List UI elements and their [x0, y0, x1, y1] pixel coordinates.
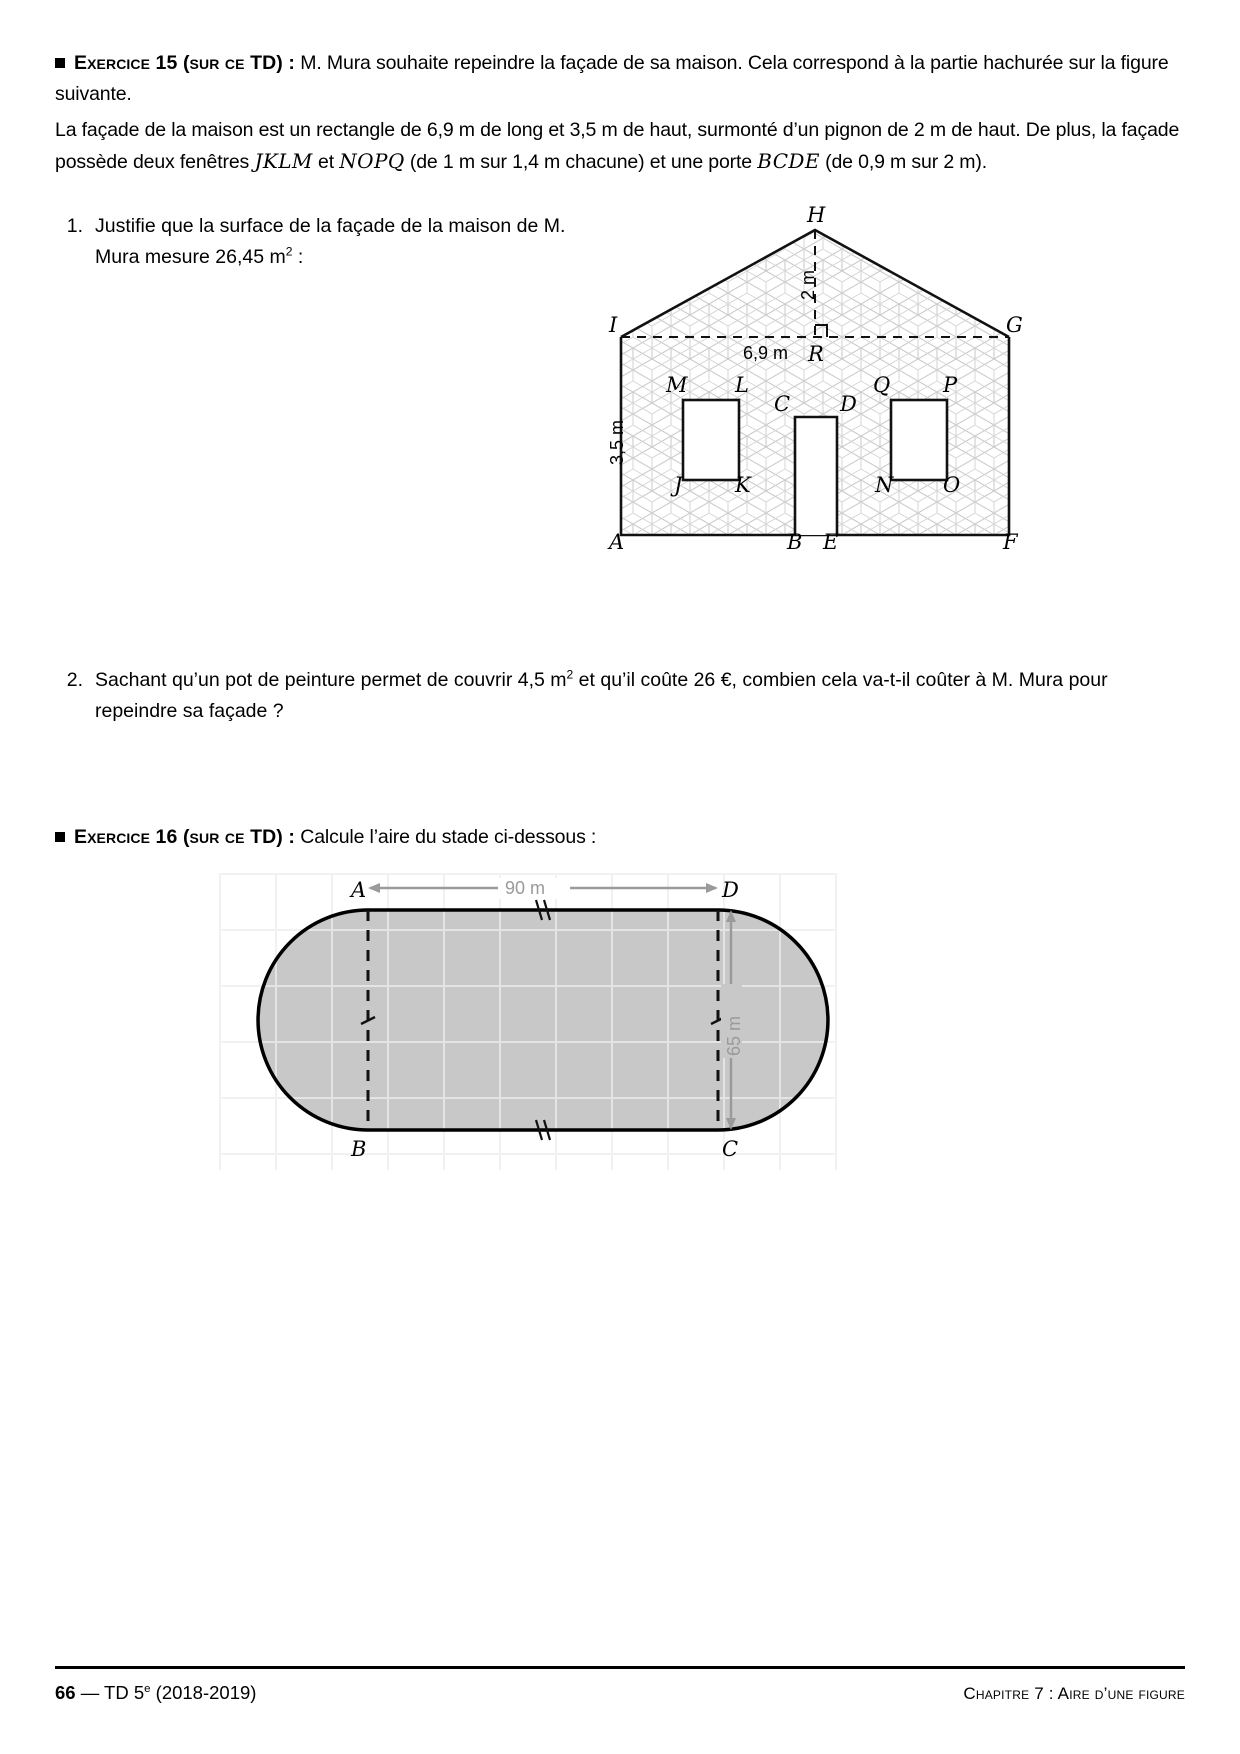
- description-part-2: et: [312, 151, 340, 173]
- question-2: [55, 665, 1185, 727]
- description-part-4: (de 0,9 m sur 2 m).: [819, 151, 987, 173]
- question-2-exponent: 2: [566, 667, 574, 682]
- exercise-16-heading: Exercice 16 (sur ce TD) :: [74, 826, 296, 848]
- footer-left-prefix: — TD 5: [75, 1682, 145, 1703]
- description-part-3: (de 1 m sur 1,4 m chacune) et une porte: [404, 151, 758, 173]
- window-jklm: [683, 400, 739, 480]
- question-1-marker: 1.: [66, 215, 83, 237]
- stadium-vertex-label-A: A: [351, 878, 367, 902]
- house-facade-figure: [595, 205, 1035, 555]
- vertex-label-A: A: [609, 530, 625, 554]
- door-bcde: [795, 417, 837, 535]
- vertex-label-R: R: [808, 342, 824, 366]
- exercise-15-statement: [55, 48, 1185, 110]
- vertex-label-N: N: [875, 473, 894, 497]
- question-2-text: [95, 665, 1185, 727]
- vertex-label-F: F: [1003, 530, 1018, 554]
- quad-bcde: BCDE: [757, 149, 820, 173]
- vertex-label-C: C: [774, 392, 791, 416]
- vertex-label-I: I: [609, 313, 618, 337]
- footer-left-superscript: e: [144, 1682, 151, 1695]
- quad-nopq: NOPQ: [339, 149, 405, 173]
- dimension-wall-height: 3,5 m: [607, 419, 627, 465]
- window-nopq: [891, 400, 947, 480]
- vertex-label-D: D: [840, 392, 857, 416]
- quad-jklm: JKLM: [254, 149, 313, 173]
- vertex-label-K: K: [735, 473, 751, 497]
- vertex-label-L: L: [735, 373, 749, 397]
- exercise-16-statement: [55, 822, 1185, 853]
- question-1: [55, 211, 615, 273]
- footer-left: [55, 1682, 256, 1704]
- stadium-vertex-label-B: B: [351, 1137, 367, 1161]
- stadium-vertex-label-D: D: [722, 878, 739, 902]
- exercise-15-description: [55, 115, 1185, 178]
- question-2-text-a: Sachant qu’un pot de peinture permet de couvrir 4,5 m: [95, 669, 567, 691]
- square-bullet-icon-2: [55, 832, 65, 842]
- footer-divider: [55, 1666, 1185, 1669]
- exercise-15-heading: Exercice 15 (sur ce TD) :: [74, 52, 296, 74]
- stadium-vertex-label-C: C: [722, 1137, 739, 1161]
- question-1-text-b: :: [292, 246, 304, 268]
- vertex-label-E: E: [823, 530, 839, 554]
- exercise-16-intro: Calcule l’aire du stade ci-dessous :: [295, 826, 597, 848]
- stadium-svg: [218, 872, 838, 1172]
- vertex-label-O: O: [943, 473, 961, 497]
- vertex-label-M: M: [666, 373, 688, 397]
- question-2-marker: 2.: [66, 669, 83, 691]
- vertex-label-Q: Q: [873, 373, 891, 397]
- footer-chapter-title: Chapitre 7 : Aire d’une figure: [963, 1684, 1185, 1703]
- vertex-label-J: J: [674, 473, 683, 497]
- vertex-label-G: G: [1006, 313, 1023, 337]
- question-2-text-b: et qu’il coûte 26 €, combien cela va-t-il coûter à M. Mura pour repeindre sa façade ?: [95, 669, 1108, 722]
- footer-left-suffix: (2018-2019): [150, 1682, 257, 1703]
- dimension-pignon-height: 2 m: [798, 269, 818, 300]
- question-1-exponent: 2: [285, 244, 293, 259]
- stadium-figure: [218, 872, 838, 1172]
- vertex-label-B: B: [787, 530, 803, 554]
- house-facade-svg: [595, 205, 1035, 555]
- vertex-label-P: P: [943, 373, 958, 397]
- dimension-width: 6,9 m: [743, 343, 789, 363]
- question-1-text: [95, 211, 615, 273]
- stadium-dimension-width: 65 m: [724, 1015, 744, 1056]
- square-bullet-icon: [55, 58, 65, 68]
- stadium-dimension-length: 90 m: [505, 878, 546, 898]
- question-1-text-a: Justifie que la surface de la façade de la maison de M. Mura mesure 26,45 m: [95, 215, 566, 268]
- exercise-15-intro: M. Mura souhaite repeindre la façade de sa maison. Cela correspond à la partie hachurée sur la figure suivante.: [55, 52, 1169, 105]
- footer-page-number: 66: [55, 1682, 76, 1703]
- description-part-1: La façade de la maison est un rectangle de 6,9 m de long et 3,5 m de haut, surmonté d’un pignon de 2 m de haut. De plus, la façade possède deux fenêtres: [55, 119, 1180, 173]
- vertex-label-H: H: [807, 203, 826, 227]
